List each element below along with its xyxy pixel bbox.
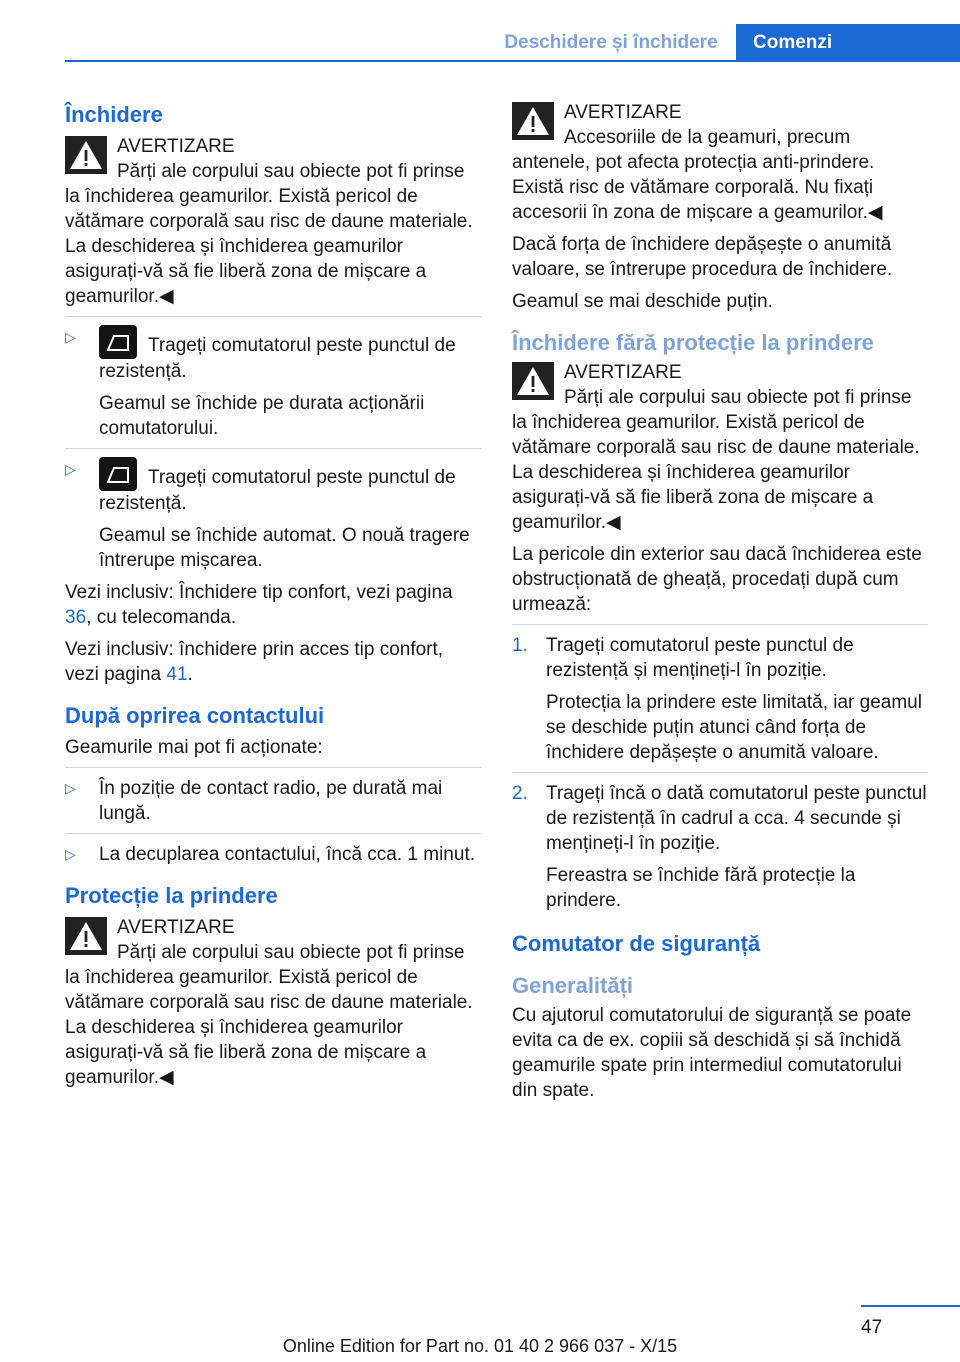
- running-header-chapter: Comenzi: [736, 24, 960, 61]
- edition-footer: Online Edition for Part no. 01 40 2 966 037 - X/15: [282, 1336, 678, 1356]
- header-rule: [65, 60, 960, 62]
- paragraph: Dacă forța de închidere depășește o anumită valoare, se întrerupe procedura de închidere.: [512, 234, 893, 280]
- divider: [512, 624, 928, 625]
- bullet-text: Trageți comutatorul peste punctul de rezistență.: [99, 467, 456, 514]
- step-text: Trageți încă o dată comutatorul peste punctul de rezistență în cadrul a cca. 4 secunde și mențineți-l în poziție.: [546, 783, 927, 854]
- heading-general: Generalități: [512, 973, 634, 998]
- step-text: Trageți comutatorul peste punctul de rezistență și mențineți-l în poziție.: [546, 635, 854, 681]
- triangle-bullet-icon: ▷: [65, 780, 76, 796]
- after-bullets-2: [65, 842, 481, 867]
- warning-text: Părți ale corpului sau obiecte pot fi prinse la închiderea geamurilor. Există pericol de vătămare corporală sau risc de daune materiale. La deschiderea și închiderea geamurilor asigurați-vă să fie liberă zona de mișcare a geamurilor.◀: [65, 161, 473, 307]
- paragraph: La pericole din exterior sau dacă închiderea este obstrucționată de gheață, procedați după cum urmează:: [512, 544, 922, 615]
- steps-list-2: [512, 781, 928, 913]
- warning-text: Părți ale corpului sau obiecte pot fi prinse la închiderea geamurilor. Există pericol de vătămare corporală sau risc de daune materiale. La deschiderea și închiderea geamurilor asigurați-vă să fie liberă zona de mișcare a geamurilor.◀: [65, 942, 473, 1088]
- heading-pinch-protection: Protecție la prindere: [65, 883, 278, 908]
- divider: [65, 767, 481, 768]
- right-column: [512, 100, 928, 1110]
- warning-title: AVERTIZARE: [117, 136, 235, 157]
- divider: [65, 833, 481, 834]
- bullet-text: Trageți comutatorul peste punctul de rezistență.: [99, 335, 456, 382]
- step-number: 1.: [512, 635, 528, 656]
- heading-no-pinch-protection: Închidere fără protecție la prindere: [512, 330, 874, 355]
- paragraph: Geamul se mai deschide puțin.: [512, 291, 773, 312]
- after-intro: Geamurile mai pot fi acționate:: [65, 737, 323, 758]
- see-also-paragraph: Vezi inclusiv: închidere prin acces tip confort, vezi pagina 41.: [65, 639, 444, 685]
- window-switch-icon: [99, 457, 137, 491]
- footer-rule: [861, 1305, 960, 1307]
- triangle-bullet-icon: ▷: [65, 846, 76, 862]
- bullet-text: La decuplarea contactului, încă cca. 1 minut.: [99, 844, 476, 865]
- triangle-bullet-icon: ▷: [65, 329, 76, 345]
- left-column: [65, 100, 481, 1097]
- list-item: [512, 633, 928, 765]
- warning-title: AVERTIZARE: [564, 102, 682, 123]
- bullet-text: În poziție de contact radio, pe durată mai lungă.: [99, 778, 443, 824]
- see-also-paragraph: Vezi inclusiv: Închidere tip confort, vezi pagina 36, cu telecomanda.: [65, 582, 453, 628]
- heading-closing: Închidere: [65, 102, 163, 127]
- step-number: 2.: [512, 783, 528, 804]
- warning-triangle-icon: [65, 136, 107, 174]
- list-item: [65, 325, 481, 441]
- list-item: [512, 781, 928, 913]
- warning-block: [512, 360, 928, 535]
- warning-triangle-icon: [512, 102, 554, 140]
- page-link-36[interactable]: 36: [65, 607, 87, 628]
- list-item: [65, 776, 481, 826]
- warning-block: [512, 100, 928, 225]
- paragraph: Cu ajutorul comutatorului de siguranță se poate evita ca de ex. copiii să deschidă și să închidă geamurile spate prin intermediul comutatorului din spate.: [512, 1005, 912, 1101]
- page-number: 47: [861, 1317, 883, 1338]
- after-bullets: [65, 776, 481, 826]
- running-header-section: Deschidere și închidere: [504, 32, 718, 53]
- step-subtext: Fereastra se închide fără protecție la prindere.: [546, 865, 856, 911]
- page-link-41[interactable]: 41: [166, 664, 188, 685]
- bullet-subtext: Geamul se închide pe durata acționării comutatorului.: [99, 393, 425, 439]
- warning-triangle-icon: [512, 362, 554, 400]
- triangle-bullet-icon: ▷: [65, 461, 76, 477]
- divider: [65, 316, 481, 317]
- warning-triangle-icon: [65, 917, 107, 955]
- list-item: [65, 842, 481, 867]
- closing-bullets: [65, 325, 481, 441]
- divider: [65, 448, 481, 449]
- divider: [512, 772, 928, 773]
- warning-text: Părți ale corpului sau obiecte pot fi prinse la închiderea geamurilor. Există pericol de vătămare corporală sau risc de daune materiale. La deschiderea și închiderea geamurilor asigurați-vă să fie liberă zona de mișcare a geamurilor.◀: [512, 387, 920, 533]
- step-subtext: Protecția la prindere este limitată, iar geamul se deschide puțin atunci când forța de închidere depășește o anumită valoare.: [546, 692, 922, 763]
- warning-block: [65, 915, 481, 1090]
- warning-title: AVERTIZARE: [564, 362, 682, 383]
- closing-bullets-2: [65, 457, 481, 573]
- heading-after-ignition: După oprirea contactului: [65, 703, 325, 728]
- list-item: [65, 457, 481, 573]
- warning-title: AVERTIZARE: [117, 917, 235, 938]
- bullet-subtext: Geamul se închide automat. O nouă tragere întrerupe mișcarea.: [99, 525, 470, 571]
- window-switch-icon: [99, 325, 137, 359]
- warning-block: [65, 134, 481, 309]
- warning-text: Accesoriile de la geamuri, precum antenele, pot afecta protecția anti-prindere. Există risc de vătămare corporală. Nu fixați accesorii în zona de mișcare a geamurilor.◀: [512, 127, 883, 223]
- heading-safety-switch: Comutator de siguranță: [512, 931, 761, 956]
- steps-list: [512, 633, 928, 765]
